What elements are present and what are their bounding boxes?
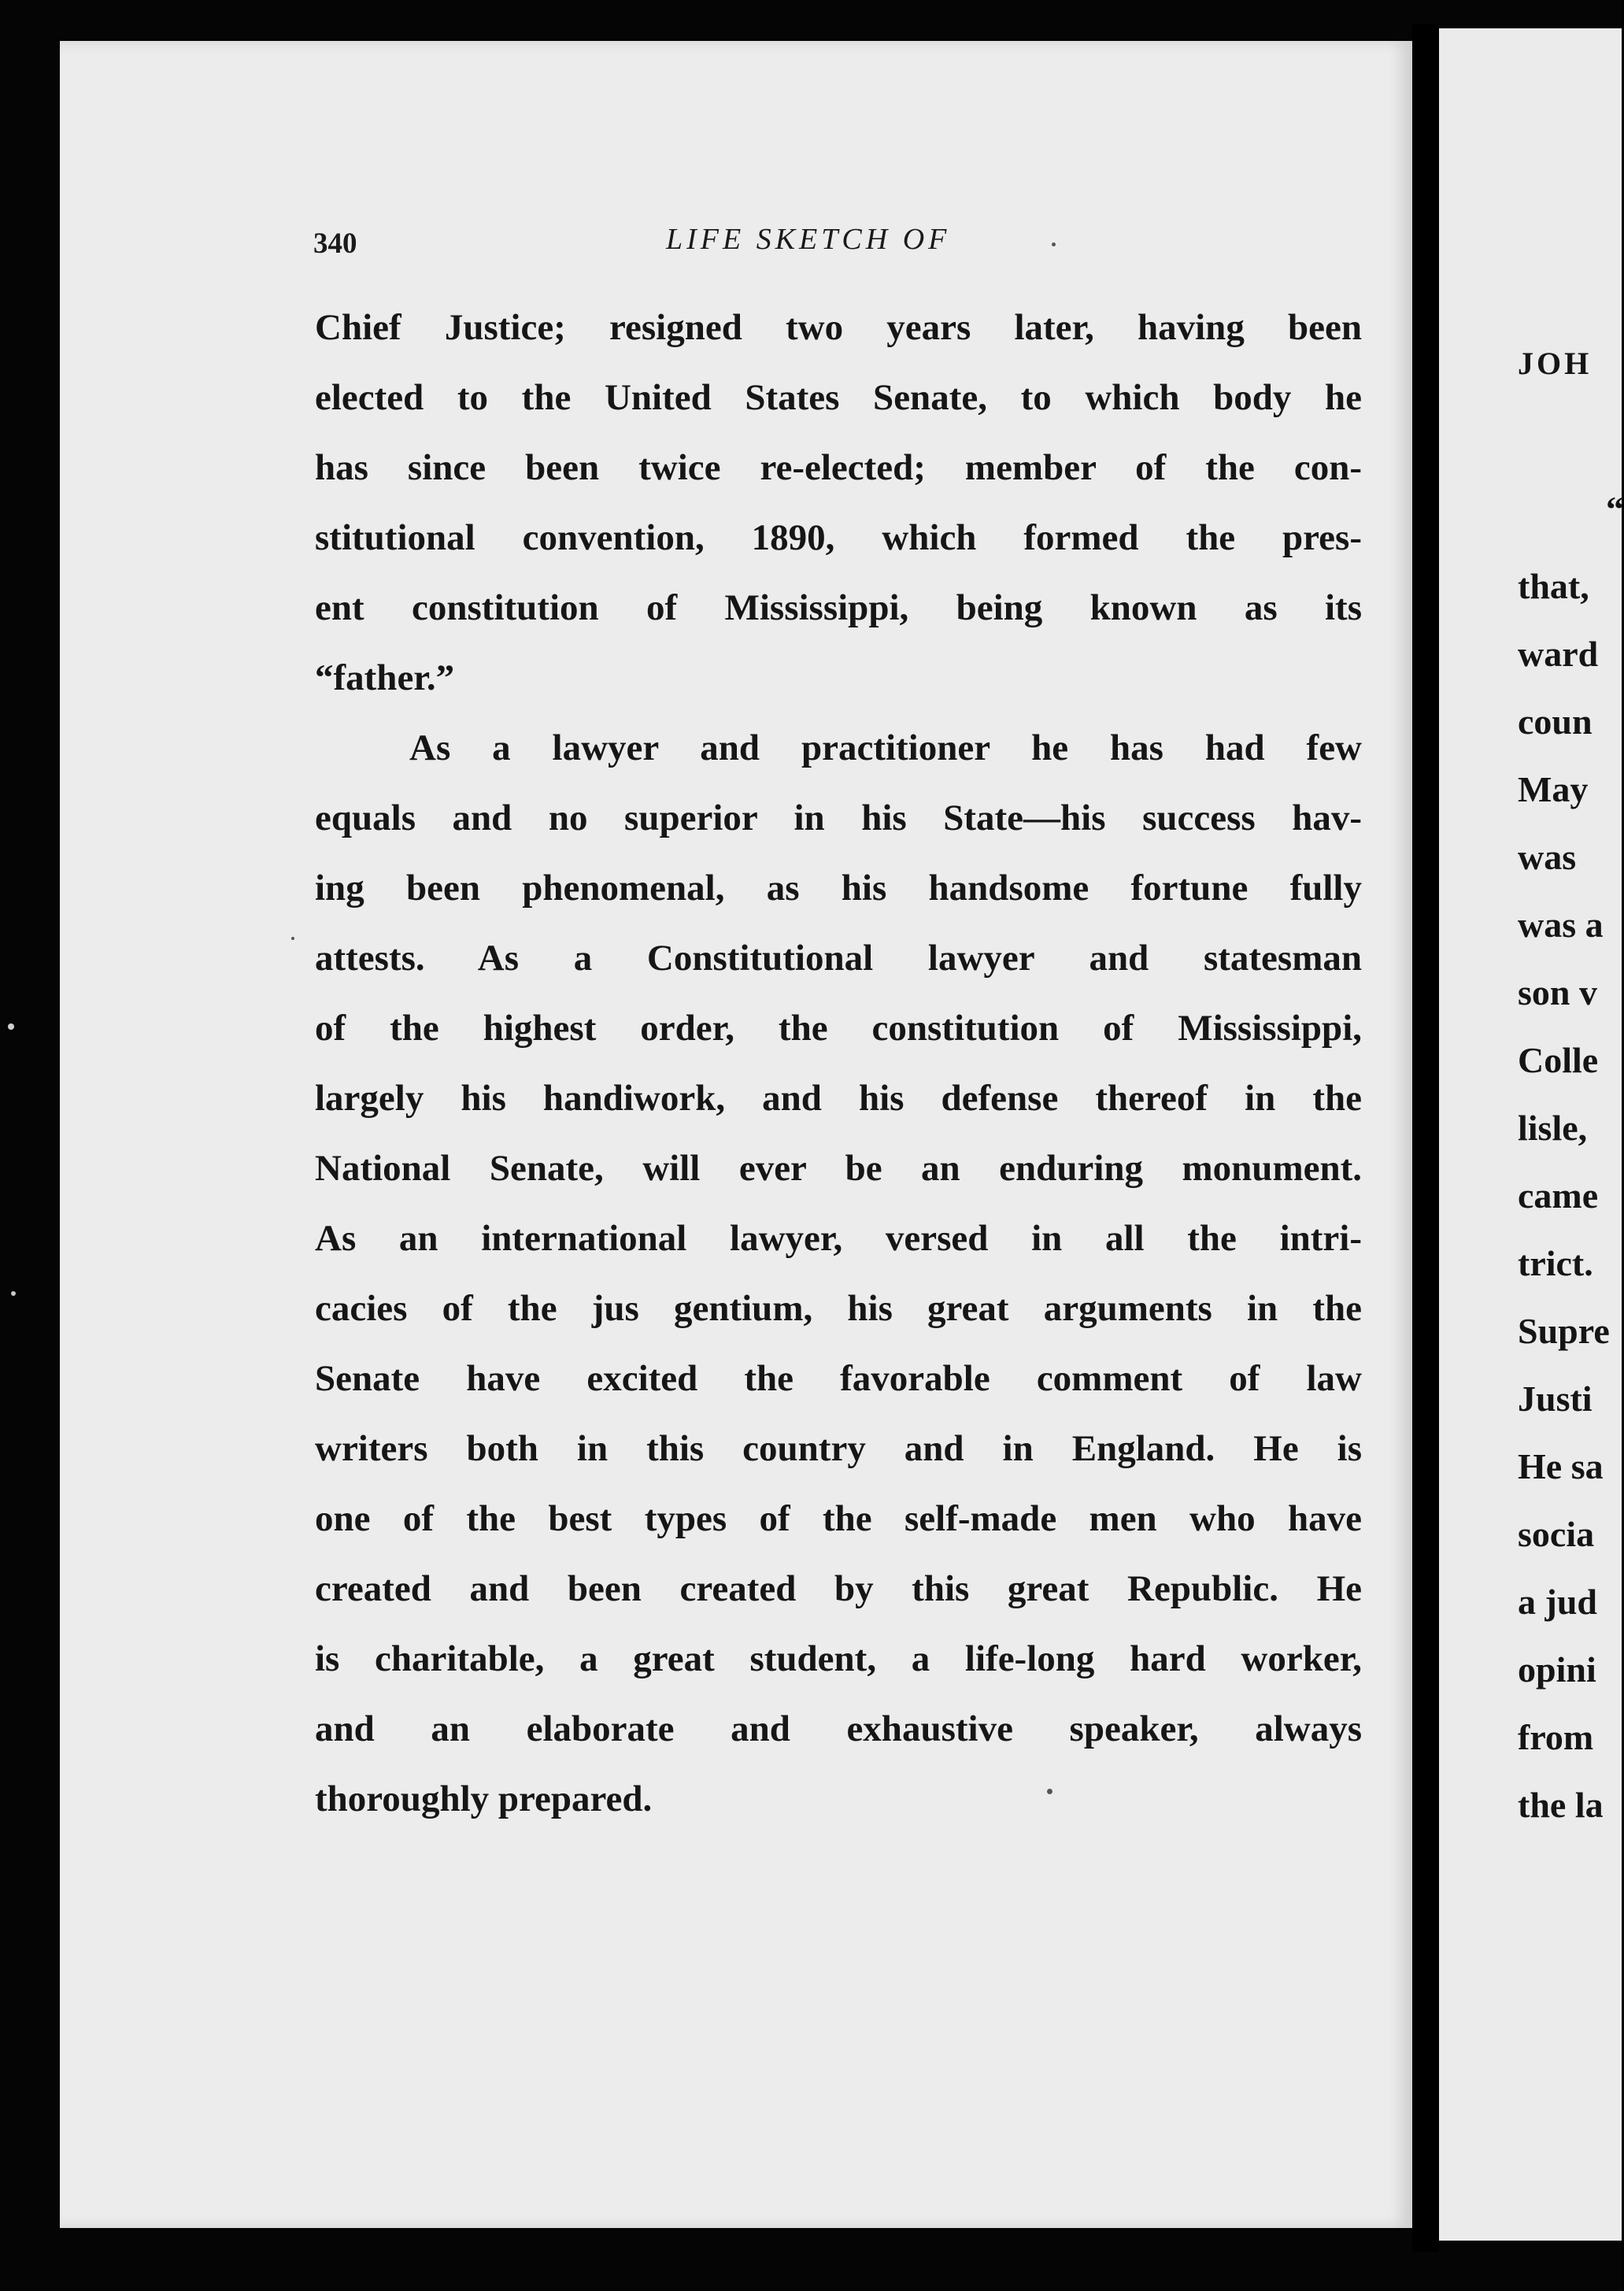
scan-speck [291, 937, 294, 940]
running-head [313, 223, 1022, 274]
text-line: writers both in this country and in England. He is [315, 1428, 1362, 1469]
right-page-fragment: He sa [1518, 1446, 1604, 1486]
right-page-fragment: from [1518, 1717, 1594, 1757]
right-page-fragment: son v [1518, 972, 1597, 1012]
scan-speck [8, 1023, 14, 1030]
right-page-fragment: Supre [1518, 1311, 1610, 1351]
text-line: ing been phenomenal, as his handsome fortune fully [315, 868, 1362, 909]
right-page-fragment: coun [1518, 701, 1593, 742]
text-line: elected to the United States Senate, to which body he [315, 377, 1362, 418]
right-page-fragment: the la [1518, 1785, 1604, 1825]
text-line: cacies of the jus gentium, his great arguments in the [315, 1288, 1362, 1329]
text-line: ent constitution of Mississippi, being known as its [315, 587, 1362, 628]
right-page-fragment: opini [1518, 1649, 1596, 1690]
paragraph-first-line: As a lawyer and practitioner he has had few [409, 727, 1362, 768]
text-line: is charitable, a great student, a life-long hard worker, [315, 1638, 1362, 1679]
page-number: 340 [313, 228, 357, 260]
right-page-heading-fragment: JOH [1518, 346, 1593, 381]
right-page-fragment: a jud [1518, 1582, 1597, 1622]
right-page-fragment: was a [1518, 905, 1604, 945]
body-text [315, 293, 1362, 1834]
right-page-fragment: ward [1518, 634, 1599, 674]
scan-speck [11, 1291, 16, 1296]
right-page-fragment: Justi [1518, 1379, 1593, 1419]
text-line: of the highest order, the constitution of Mississippi, [315, 1008, 1362, 1049]
text-line: Chief Justice; resigned two years later, having been [315, 307, 1362, 348]
text-line: one of the best types of the self-made men who have [315, 1498, 1362, 1539]
right-page-fragment: “ [1606, 489, 1624, 529]
text-line: stitutional convention, 1890, which formed the pres- [315, 517, 1362, 558]
scan-speck [1047, 1789, 1052, 1794]
right-page-fragment: was [1518, 837, 1577, 877]
right-page-fragment: trict. [1518, 1243, 1593, 1283]
text-line: created and been created by this great Republic. He [315, 1568, 1362, 1609]
text-line: As an international lawyer, versed in all the intri- [315, 1218, 1362, 1259]
text-line: and an elaborate and exhaustive speaker, always [315, 1708, 1362, 1749]
right-page-fragment: lisle, [1518, 1108, 1588, 1148]
text-line: “father.” [315, 657, 455, 698]
text-line: thoroughly prepared. [315, 1778, 653, 1819]
text-line: equals and no superior in his State—his success hav- [315, 798, 1362, 838]
text-line: largely his handiwork, and his defense thereof in the [315, 1078, 1362, 1119]
right-page-fragment: came [1518, 1175, 1599, 1216]
book-gutter [1412, 24, 1439, 2252]
right-page-fragment: May [1518, 769, 1589, 809]
text-line: National Senate, will ever be an enduring monument. [315, 1148, 1362, 1189]
running-head-title: LIFE SKETCH OF [666, 223, 951, 256]
right-page-fragment: that, [1518, 566, 1589, 606]
scan-speck [1052, 242, 1056, 246]
right-page-fragment: socia [1518, 1514, 1595, 1554]
text-line: attests. As a Constitutional lawyer and statesman [315, 938, 1362, 979]
text-line: Senate have excited the favorable comment of law [315, 1358, 1362, 1399]
right-page-fragment: Colle [1518, 1040, 1599, 1080]
text-line: has since been twice re-elected; member of the con- [315, 447, 1362, 488]
